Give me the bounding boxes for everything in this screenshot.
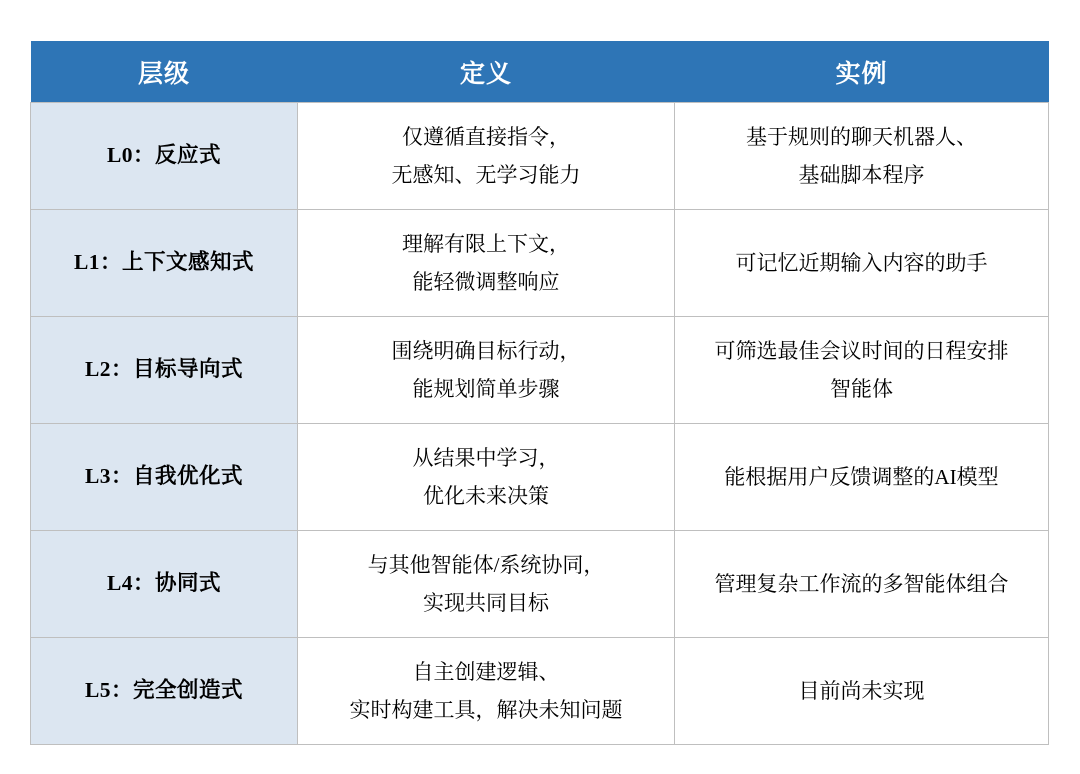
example-cell — [675, 210, 1049, 317]
table-row — [31, 317, 1049, 424]
definition-cell — [298, 103, 675, 210]
definition-line: 理解有限上下文， — [402, 232, 570, 257]
level-cell: L4：协同式 — [31, 531, 298, 638]
definition-line: 实现共同目标 — [423, 590, 549, 615]
table-header — [31, 41, 1049, 103]
example-line: 基础脚本程序 — [798, 162, 925, 187]
table-row — [31, 638, 1049, 745]
definition-line: 与其他智能体/系统协同， — [367, 553, 605, 578]
header-cell-example: 实例 — [675, 41, 1049, 103]
example-line: 目前尚未实现 — [798, 678, 925, 703]
example-line: 可记忆近期输入内容的助手 — [735, 250, 988, 275]
agent-level-table — [30, 41, 1049, 745]
table-row — [31, 103, 1049, 210]
example-line: 可筛选最佳会议时间的日程安排 — [714, 339, 1009, 364]
level-cell: L3：自我优化式 — [31, 424, 298, 531]
example-cell — [675, 317, 1049, 424]
definition-cell — [298, 531, 675, 638]
header-cell-definition: 定义 — [298, 41, 675, 103]
table-row — [31, 210, 1049, 317]
example-cell — [675, 103, 1049, 210]
header-row — [31, 41, 1049, 103]
definition-cell — [298, 317, 675, 424]
definition-line: 无感知、无学习能力 — [391, 162, 581, 187]
table-row — [31, 531, 1049, 638]
level-cell: L5：完全创造式 — [31, 638, 298, 745]
definition-line: 从结果中学习， — [412, 446, 560, 471]
definition-line: 优化未来决策 — [423, 483, 549, 508]
example-line: 能根据用户反馈调整的AI模型 — [724, 464, 999, 489]
definition-line: 仅遵循直接指令， — [402, 125, 570, 150]
table-body — [31, 103, 1049, 745]
level-cell: L0：反应式 — [31, 103, 298, 210]
example-cell — [675, 638, 1049, 745]
definition-line: 能规划简单步骤 — [412, 376, 560, 401]
definition-line: 自主创建逻辑、 — [412, 660, 560, 685]
definition-line: 实时构建工具，解决未知问题 — [349, 697, 623, 722]
example-line: 智能体 — [830, 376, 893, 401]
example-cell — [675, 531, 1049, 638]
example-cell — [675, 424, 1049, 531]
example-line: 管理复杂工作流的多智能体组合 — [714, 571, 1009, 596]
definition-cell — [298, 638, 675, 745]
definition-line: 能轻微调整响应 — [412, 269, 560, 294]
table-row — [31, 424, 1049, 531]
header-cell-level: 层级 — [31, 41, 298, 103]
level-cell: L1：上下文感知式 — [31, 210, 298, 317]
definition-cell — [298, 210, 675, 317]
definition-line: 围绕明确目标行动， — [391, 339, 581, 364]
level-cell: L2：目标导向式 — [31, 317, 298, 424]
definition-cell — [298, 424, 675, 531]
example-line: 基于规则的聊天机器人、 — [746, 125, 977, 150]
level-table-container — [30, 41, 1048, 745]
